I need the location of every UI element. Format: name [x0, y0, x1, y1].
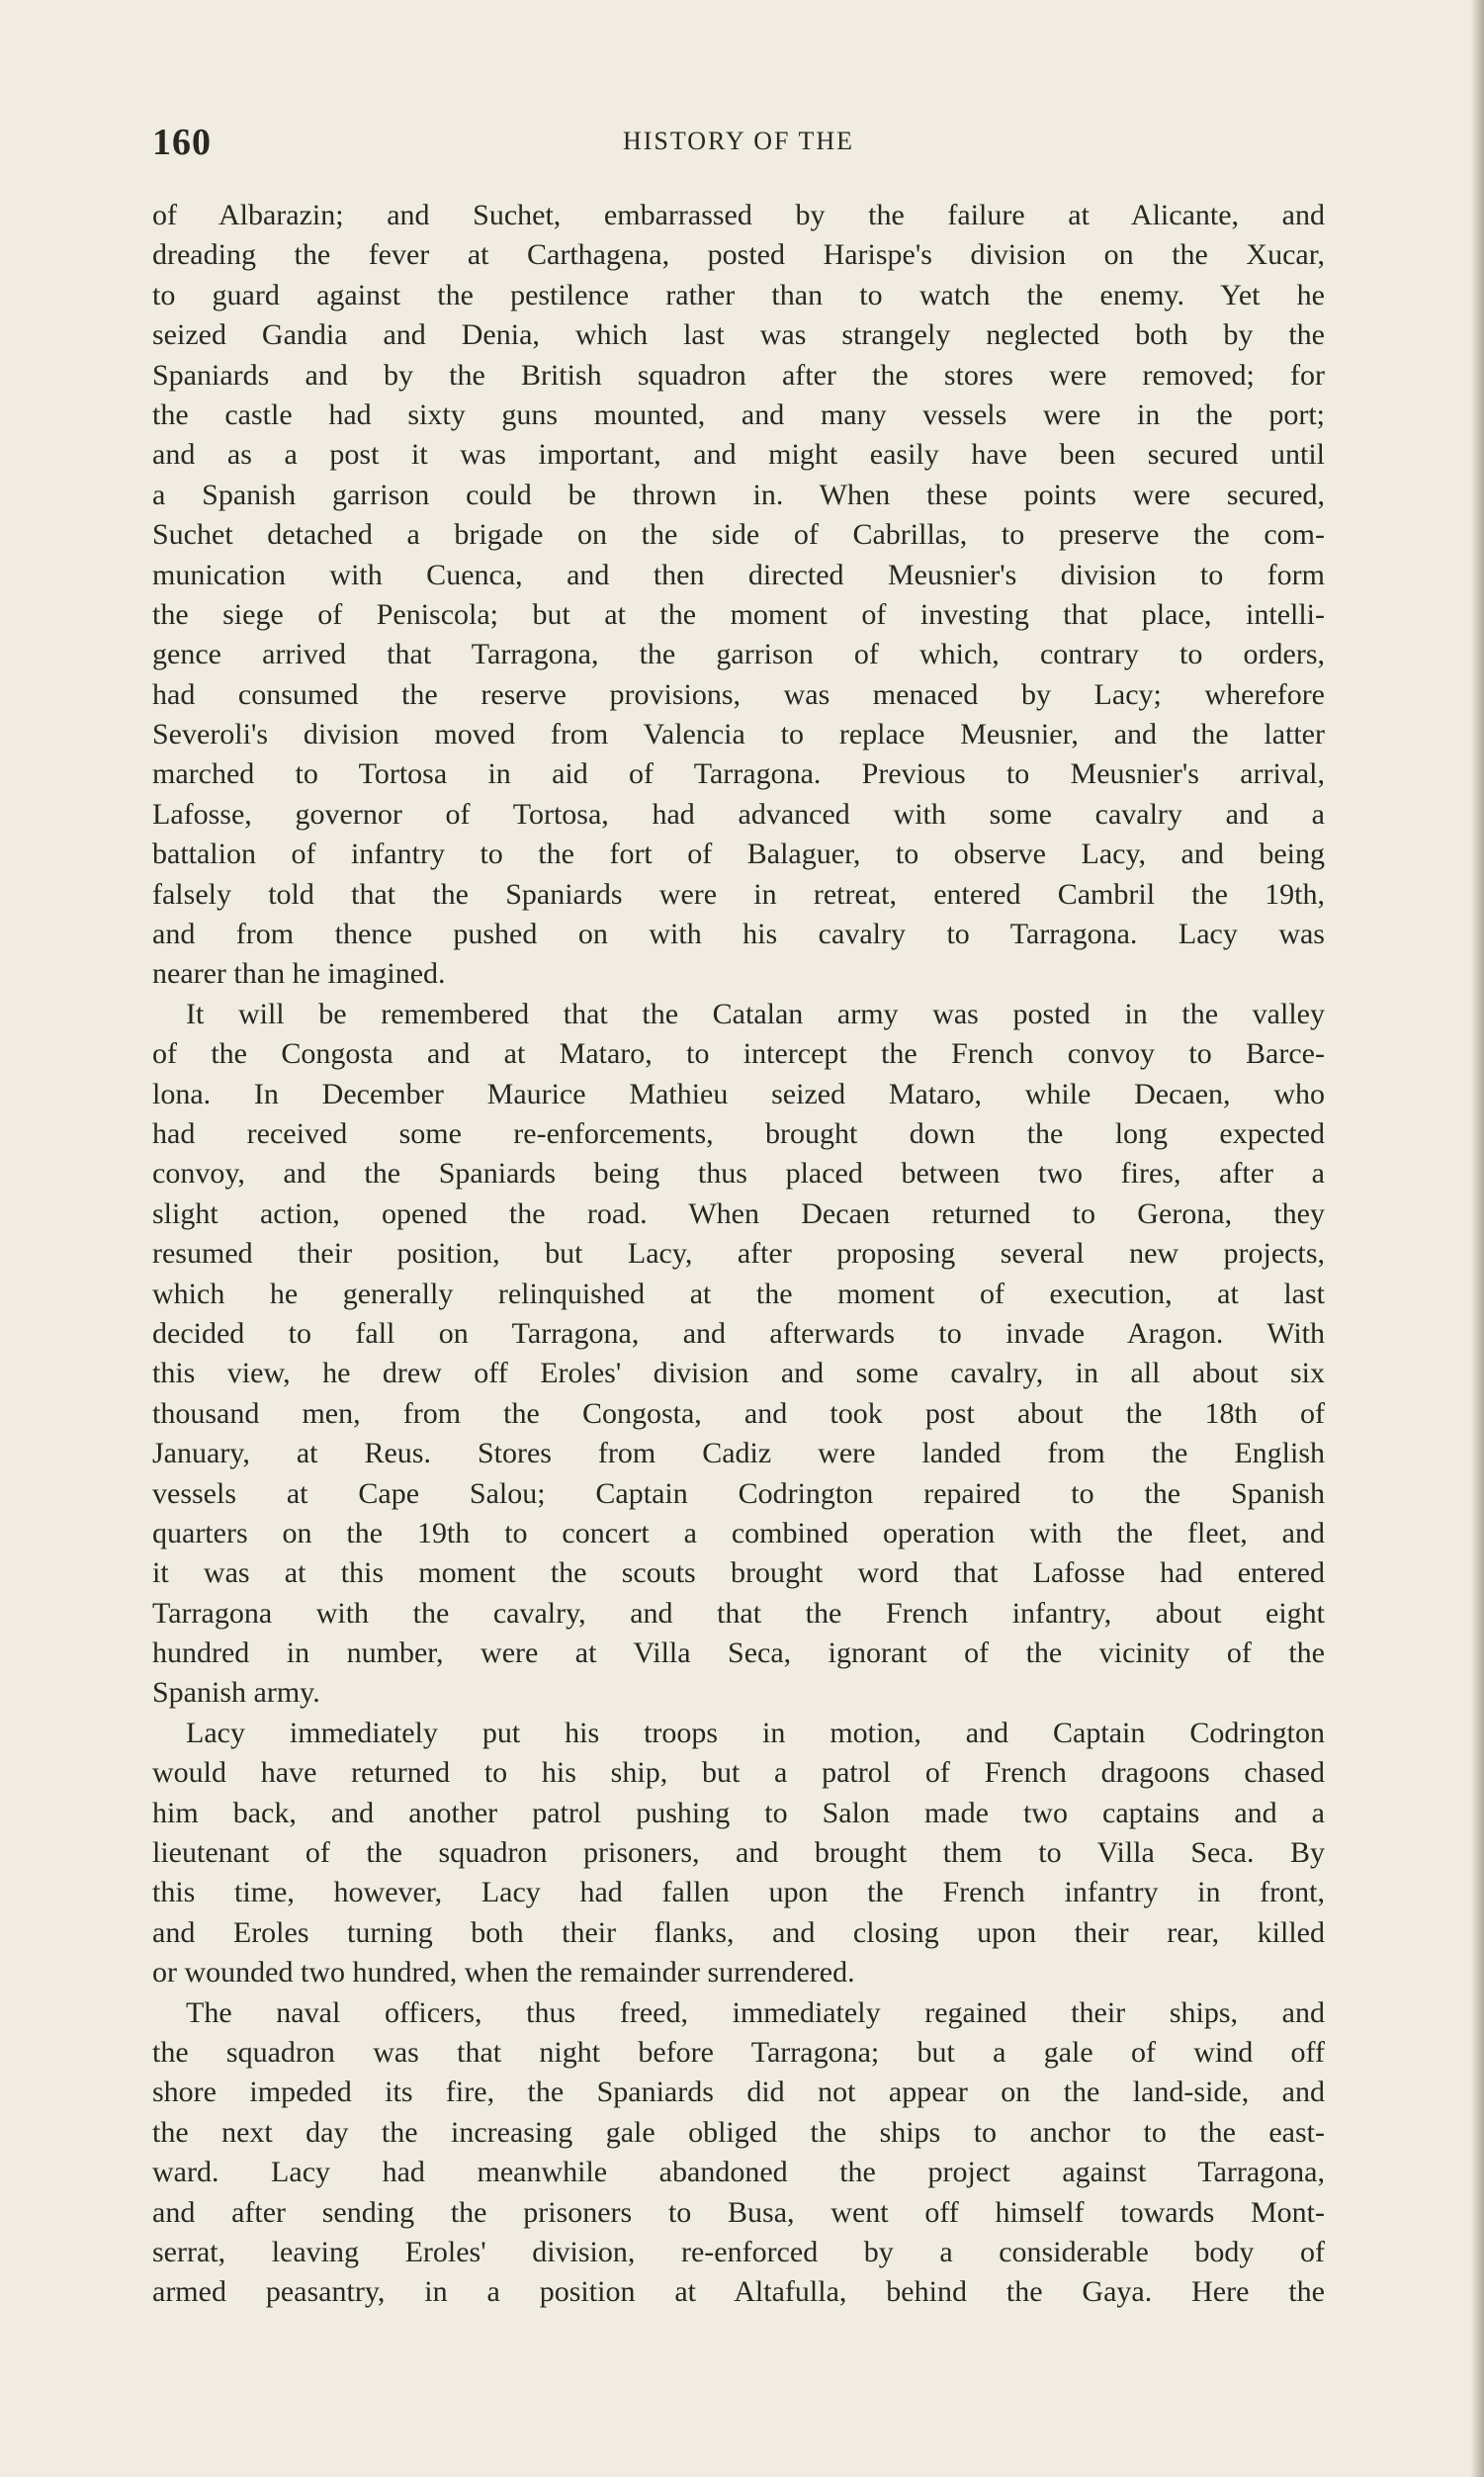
text-line: Lafosse, governor of Tortosa, had advanced with some cavalry and a — [152, 797, 1325, 831]
text-line: Spaniards and by the British squadron after the stores were removed; for — [152, 358, 1325, 392]
text-line: this time, however, Lacy had fallen upon the French infantry in front, — [152, 1876, 1325, 1909]
page-number: 160 — [152, 122, 212, 163]
text-line: and from thence pushed on with his cavalry to Tarragona. Lacy was — [152, 918, 1325, 951]
text-line: the squadron was that night before Tarragona; but a gale of wind off — [152, 2035, 1325, 2069]
text-line: Spanish army. — [152, 1676, 320, 1710]
text-line: hundred in number, were at Villa Seca, ignorant of the vicinity of the — [152, 1637, 1325, 1670]
text-line: shore impeded its fire, the Spaniards did not appear on the land-side, and — [152, 2076, 1325, 2109]
text-line: falsely told that the Spaniards were in retreat, entered Cambril the 19th, — [152, 877, 1325, 911]
text-line: a Spanish garrison could be thrown in. When these points were secured, — [152, 478, 1325, 511]
text-line: slight action, opened the road. When Decaen returned to Gerona, they — [152, 1196, 1325, 1230]
text-line: to guard against the pestilence rather than to watch the enemy. Yet he — [152, 278, 1325, 311]
text-line: decided to fall on Tarragona, and afterwards to invade Aragon. With — [152, 1316, 1325, 1350]
text-line: Suchet detached a brigade on the side of Cabrillas, to preserve the com- — [152, 518, 1325, 552]
text-line: The naval officers, thus freed, immediately regained their ships, and — [186, 1995, 1325, 2029]
text-line: and Eroles turning both their flanks, and closing upon their rear, killed — [152, 1915, 1325, 1949]
text-line: It will be remembered that the Catalan army was posted in the valley — [186, 997, 1325, 1030]
running-head: HISTORY OF THE — [622, 127, 855, 155]
text-line: of Albarazin; and Suchet, embarrassed by the failure at Alicante, and — [152, 199, 1325, 231]
text-line: convoy, and the Spaniards being thus placed between two fires, after a — [152, 1157, 1325, 1191]
text-line: Lacy immediately put his troops in motion, and Captain Codrington — [186, 1716, 1325, 1749]
text-line: and after sending the prisoners to Busa, went off himself towards Mont- — [152, 2195, 1325, 2229]
page-header — [152, 121, 1325, 170]
text-line: vessels at Cape Salou; Captain Codrington repaired to the Spanish — [152, 1476, 1325, 1510]
text-line: and as a post it was important, and might easily have been secured until — [152, 438, 1325, 472]
text-line: had consumed the reserve provisions, was menaced by Lacy; wherefore — [152, 677, 1325, 711]
text-line: armed peasantry, in a position at Altafulla, behind the Gaya. Here the — [152, 2275, 1325, 2309]
page-edge-shadow — [1470, 0, 1484, 2477]
text-line: gence arrived that Tarragona, the garrison of which, contrary to orders, — [152, 638, 1325, 671]
text-line: battalion of infantry to the fort of Balaguer, to observe Lacy, and being — [152, 838, 1325, 871]
text-line: which he generally relinquished at the moment of execution, at last — [152, 1277, 1325, 1310]
text-line: munication with Cuenca, and then directed Meusnier's division to form — [152, 558, 1325, 591]
text-line: had received some re-enforcements, brought down the long expected — [152, 1116, 1325, 1150]
text-line: the next day the increasing gale obliged the ships to anchor to the east- — [152, 2115, 1325, 2149]
text-line: Tarragona with the cavalry, and that the French infantry, about eight — [152, 1596, 1325, 1630]
text-line: January, at Reus. Stores from Cadiz were landed from the English — [152, 1437, 1325, 1470]
body-text — [152, 196, 1325, 2313]
text-line: lieutenant of the squadron prisoners, and brought them to Villa Seca. By — [152, 1836, 1325, 1870]
text-line: Severoli's division moved from Valencia to replace Meusnier, and the latter — [152, 718, 1325, 752]
text-line: the castle had sixty guns mounted, and many vessels were in the port; — [152, 398, 1325, 431]
text-line: of the Congosta and at Mataro, to intercept the French convoy to Barce- — [152, 1037, 1325, 1071]
text-line: quarters on the 19th to concert a combined operation with the fleet, and — [152, 1516, 1325, 1549]
text-line: this view, he drew off Eroles' division and some cavalry, in all about six — [152, 1357, 1325, 1390]
text-line: it was at this moment the scouts brought word that Lafosse had entered — [152, 1556, 1325, 1590]
text-line: serrat, leaving Eroles' division, re-enforced by a considerable body of — [152, 2235, 1325, 2268]
text-line: lona. In December Maurice Mathieu seized Mataro, while Decaen, who — [152, 1077, 1325, 1110]
text-line: thousand men, from the Congosta, and took post about the 18th of — [152, 1396, 1325, 1430]
text-line: or wounded two hundred, when the remainder surrendered. — [152, 1956, 855, 1990]
text-line: him back, and another patrol pushing to Salon made two captains and a — [152, 1796, 1325, 1829]
text-line: dreading the fever at Carthagena, posted Harispe's division on the Xucar, — [152, 238, 1325, 272]
text-line: resumed their position, but Lacy, after proposing several new projects, — [152, 1237, 1325, 1271]
text-line: would have returned to his ship, but a patrol of French dragoons chased — [152, 1756, 1325, 1790]
text-line: nearer than he imagined. — [152, 957, 446, 991]
text-line: seized Gandia and Denia, which last was strangely neglected both by the — [152, 318, 1325, 352]
text-line: the siege of Peniscola; but at the moment of investing that place, intelli- — [152, 597, 1325, 631]
text-line: ward. Lacy had meanwhile abandoned the project against Tarragona, — [152, 2156, 1325, 2189]
text-line: marched to Tortosa in aid of Tarragona. Previous to Meusnier's arrival, — [152, 757, 1325, 791]
